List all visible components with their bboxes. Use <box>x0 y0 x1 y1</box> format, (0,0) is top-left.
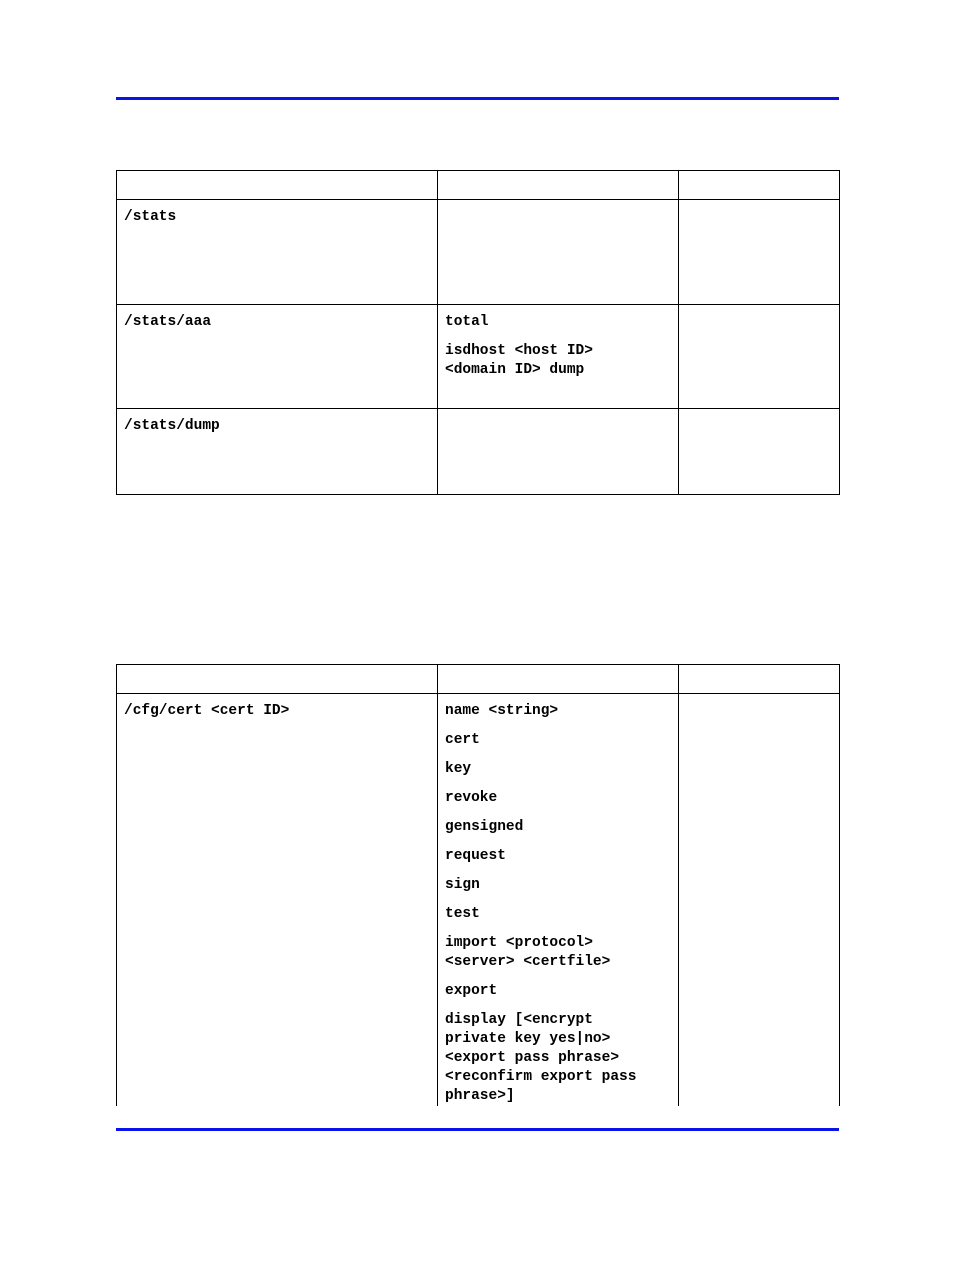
table-row <box>117 200 840 305</box>
parameter-text: total <box>445 314 489 330</box>
parameter-text: revoke <box>445 790 498 806</box>
parameter-text: export <box>445 983 498 999</box>
header-rule <box>116 97 839 100</box>
command-text: /stats/aaa <box>124 314 212 330</box>
header-cell-description <box>679 171 840 200</box>
description-cell <box>679 409 840 495</box>
header-cell-command <box>117 171 438 200</box>
header-cell-parameter <box>438 665 679 694</box>
header-cell-description <box>679 665 840 694</box>
parameter-cell <box>438 200 679 305</box>
command-text: /stats <box>124 209 177 225</box>
description-cell <box>679 200 840 305</box>
command-text: /cfg/cert <cert ID> <box>124 703 290 719</box>
parameter-cell <box>438 409 679 495</box>
header-cell-parameter <box>438 171 679 200</box>
table-row <box>117 694 840 1107</box>
command-cell <box>117 200 438 305</box>
parameter-text: display [<encrypt private key yes|no> <export pass phrase> <reconfirm export pass phrase>] <box>445 1012 637 1104</box>
parameter-text: cert <box>445 732 480 748</box>
table-header-row <box>117 665 840 694</box>
parameter-text: import <protocol> <server> <certfile> <box>445 935 611 970</box>
cert-command-table <box>116 664 840 1106</box>
parameter-text: test <box>445 906 480 922</box>
description-cell <box>679 694 840 1107</box>
table-row <box>117 305 840 409</box>
parameter-text: key <box>445 761 472 777</box>
description-cell <box>679 305 840 409</box>
stats-command-table <box>116 170 840 495</box>
parameter-cell <box>438 694 679 1107</box>
command-cell <box>117 409 438 495</box>
command-cell <box>117 694 438 1107</box>
parameter-text: name <string> <box>445 703 559 719</box>
parameter-text: isdhost <host ID> <domain ID> dump <box>445 343 593 378</box>
parameter-text: gensigned <box>445 819 524 835</box>
footer-rule <box>116 1128 839 1131</box>
command-text: /stats/dump <box>124 418 220 434</box>
parameter-text: request <box>445 848 506 864</box>
parameter-text: sign <box>445 877 480 893</box>
table-header-row <box>117 171 840 200</box>
table-row <box>117 409 840 495</box>
header-cell-command <box>117 665 438 694</box>
command-cell <box>117 305 438 409</box>
parameter-cell <box>438 305 679 409</box>
